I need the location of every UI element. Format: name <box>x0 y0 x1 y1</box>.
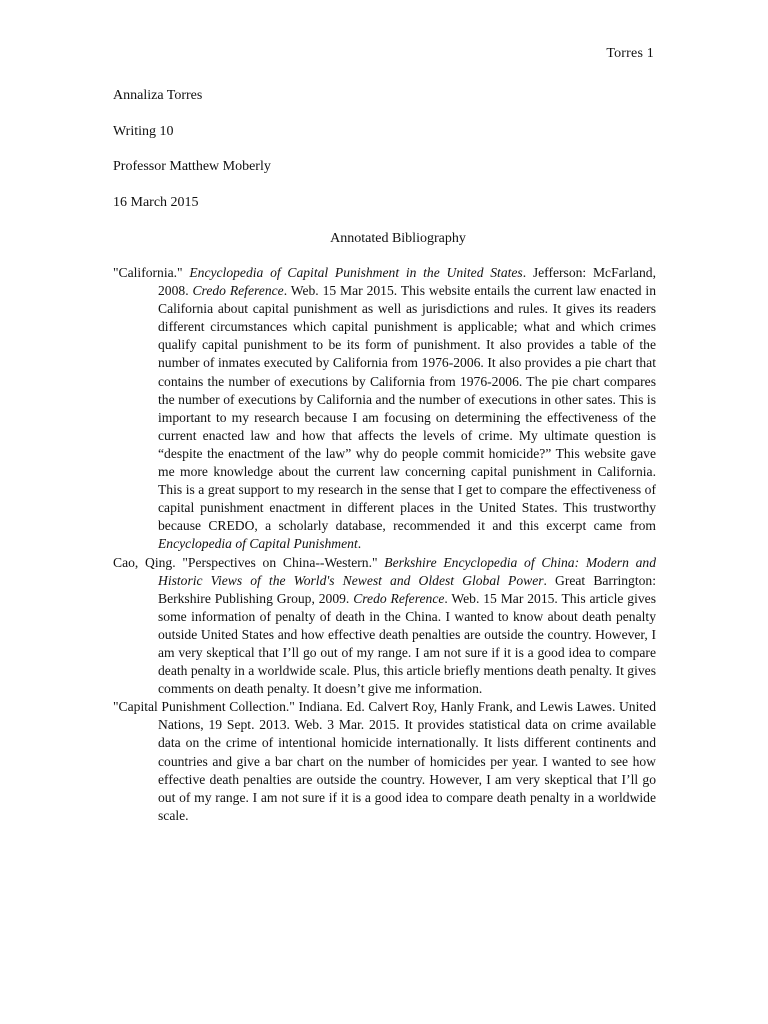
citation-publisher: . Great Barrington: Berkshire Publishing Group, 2009. <box>158 572 656 606</box>
running-head: Torres 1 <box>606 46 654 61</box>
annotation-text: It provides statistical data on crime available data on the crime of intentional homicide internationally. It lists different continents and countries and give a bar chart on the number of homicides per year. I wanted to see how effective death penalties are outside the country. However, I am very skeptical that I’ll go out of my range. I am not sure if it is a good idea to compare death penalty in a worldwide scale. <box>158 717 656 823</box>
bibliography-entry <box>113 264 656 554</box>
bibliography <box>113 264 656 825</box>
annotation-text: This website entails the current law enacted in California about capital punishment as well as jurisdictions and rules. It gives its readers different circumstances which capital punishment is applicable; what and which crimes qualify capital punishment to be its form of punishment. It also provides a table of the number of inmates executed by California from 1976-2006. It also provides a pie chart that contains the number of executions by California from 1976-2006. The pie chart compares the number of executions by California and the number of executions in other sates. This is important to my research because I am focusing on determining the effectiveness of the current enacted law and how that affects the levels of crime. My ultimate question is “despite the enactment of the law” why do people commit homicide?” This website gave me more knowledge about the current law concerning capital punishment in California. This is a great support to my research in the sense that I get to compare the effectiveness of capital punishment enactment in different places in the United States. This trustworthy because CREDO, a scholarly database, recommended it and this excerpt came from <box>158 283 657 534</box>
citation-title: Encyclopedia of Capital Punishment in the United States <box>189 265 523 280</box>
citation-author: "California." <box>113 265 190 280</box>
professor-name: Professor Matthew Moberly <box>113 159 271 174</box>
citation-title: Berkshire Encyclopedia of China: Modern and Historic Views of the World's Newest and Oldest Global Power <box>158 554 656 588</box>
citation-publisher: . Jefferson: McFarland, 2008. <box>158 265 656 299</box>
annotation-italic: Encyclopedia of Capital Punishment <box>158 536 358 552</box>
citation-access: . Web. 15 Mar 2015. <box>444 590 562 606</box>
bibliography-entry <box>113 554 656 699</box>
citation-author: "Capital Punishment Collection." Indiana. Ed. Calvert Roy, Hanly Frank, and Lewis Lawes. United Nations, 19 Sept. 2013. Web. 3 Mar. 2015. <box>113 699 656 733</box>
citation-access: . Web. 15 Mar 2015. <box>283 283 401 299</box>
author-name: Annaliza Torres <box>113 88 203 103</box>
page-title: Annotated Bibliography <box>330 231 466 246</box>
citation-database: Credo Reference <box>192 283 284 299</box>
annotation-text: This article gives some information of penalty of death in the China. I wanted to know about death penalty outside United States and how effective death penalties are outside the country. However, I am very skeptical that I’ll go out of my range. I am not sure if it is a good idea to compare death penalty in a worldwide scale. Plus, this article briefly mentions death penalty. It gives comments on death penalty. It doesn’t give me information. <box>158 590 656 697</box>
annotation-end: . <box>357 536 362 552</box>
bibliography-entry <box>113 698 656 825</box>
citation-author: Cao, Qing. "Perspectives on China--Western." <box>113 554 385 570</box>
citation-database: Credo Reference <box>353 590 445 606</box>
course-name: Writing 10 <box>113 124 174 139</box>
date: 16 March 2015 <box>113 195 199 210</box>
